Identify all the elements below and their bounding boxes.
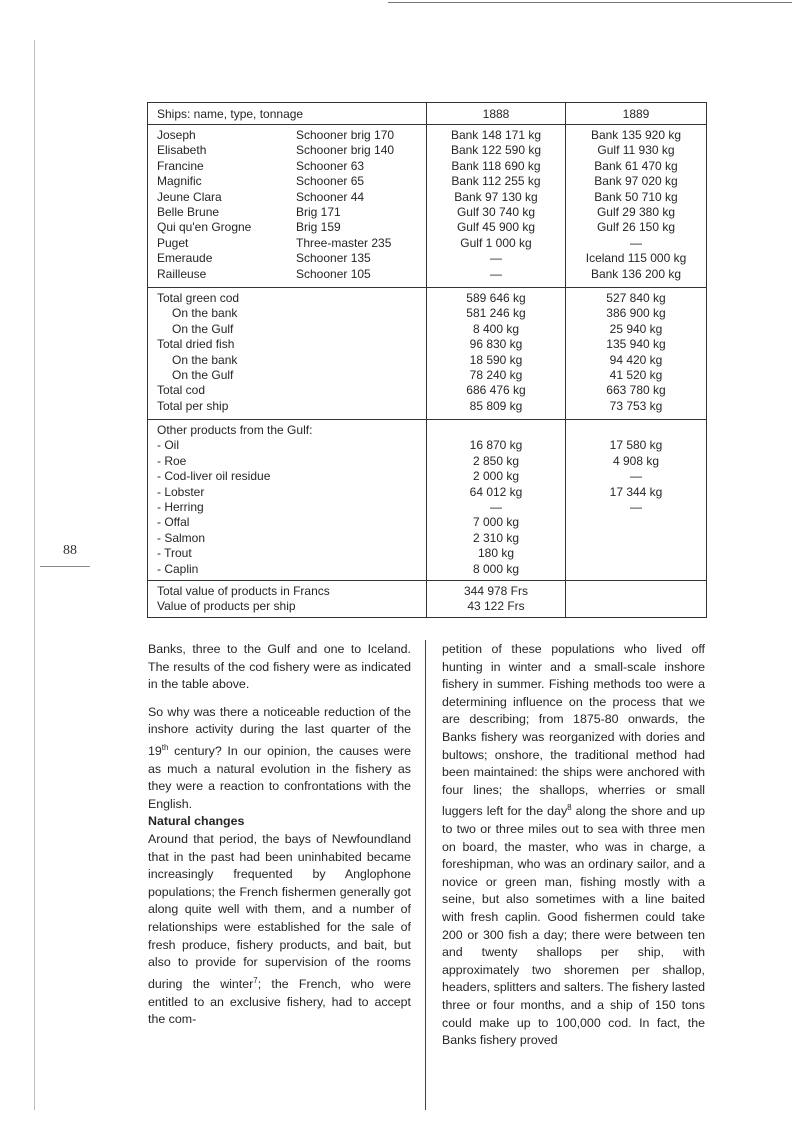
product-1889: 17 580 kg <box>609 438 663 453</box>
header-1888: 1888 <box>482 107 510 121</box>
product-1888: — <box>490 499 502 514</box>
total-1889: 94 420 kg <box>609 352 663 367</box>
paragraph: Around that period, the bays of Newfoundland that in the past had been uninhabited became increasingly frequented by Anglophone populations; the French fishermen generally got along quite well with them, and a number of relationships were established for the sale of fresh produce, fishery products, and bait, but also to provide for supervision of the rooms during the winter$^7$; the French, who were entitled to an exclusive fishery, had to accept the com- <box>148 832 412 1027</box>
catch-1888: Bank 112 255 kg <box>451 174 541 189</box>
value-1888: 43 122 Frs <box>467 599 525 614</box>
product-label: - Salmon <box>157 530 206 545</box>
product-1888: 2 000 kg <box>472 469 520 484</box>
total-1889: 527 840 kg <box>606 291 666 305</box>
table-row-divider <box>148 580 706 581</box>
total-1888: 85 809 kg <box>469 398 523 413</box>
ship-name: Belle Brune <box>157 205 220 219</box>
top-edge-rule <box>388 2 792 3</box>
table-col-divider <box>426 103 427 617</box>
section-heading: Natural changes <box>148 814 245 829</box>
product-label: - Oil <box>157 438 179 453</box>
product-label: - Herring <box>157 499 204 514</box>
product-1888: 180 kg <box>477 546 515 561</box>
ship-name: Puget <box>157 235 189 250</box>
total-1888: 96 830 kg <box>469 337 523 352</box>
column-divider <box>425 640 426 1110</box>
catch-1888: Bank 122 590 kg <box>450 143 542 158</box>
catch-1888: Bank 118 690 kg <box>451 158 541 173</box>
ship-type: Schooner 65 <box>296 174 365 189</box>
ship-name: Railleuse <box>157 266 207 281</box>
ship-type: Schooner 63 <box>296 158 365 173</box>
value-label: Value of products per ship <box>157 599 296 614</box>
catch-1888: Bank 148 171 kg <box>450 128 542 142</box>
total-1889: 135 940 kg <box>606 337 666 352</box>
total-label: On the Gulf <box>172 321 234 336</box>
ship-type: Brig 171 <box>296 205 341 219</box>
total-label: Total cod <box>157 383 206 398</box>
ship-name: Joseph <box>157 128 196 142</box>
paragraph: Banks, three to the Gulf and one to Iceland. The results of the cod fishery were as indicated in the table above. <box>148 642 411 692</box>
cod-fishery-table <box>147 102 707 618</box>
text-column-left <box>148 641 411 1029</box>
product-label: - Offal <box>157 515 190 530</box>
catch-1889: Gulf 29 380 kg <box>596 205 676 219</box>
catch-1889: Gulf 26 150 kg <box>596 220 676 235</box>
total-1889: 73 753 kg <box>609 398 663 413</box>
ship-type: Schooner 135 <box>296 251 371 266</box>
total-1889: 41 520 kg <box>609 368 663 382</box>
total-1889: 663 780 kg <box>606 383 666 398</box>
catch-1888: Gulf 30 740 kg <box>456 205 536 219</box>
product-label: - Lobster <box>157 484 205 499</box>
page-number: 88 <box>63 543 77 558</box>
header-1889: 1889 <box>622 107 650 121</box>
catch-1889: — <box>630 235 642 250</box>
product-1888: 2 850 kg <box>472 453 520 468</box>
total-label: On the bank <box>172 352 238 367</box>
catch-1889: Bank 135 920 kg <box>590 128 682 142</box>
binding-edge <box>34 40 35 1110</box>
ship-type: Brig 159 <box>296 220 341 235</box>
product-1888: 8 000 kg <box>472 561 520 576</box>
value-label: Total value of products in Francs <box>157 584 330 598</box>
product-1889: — <box>630 469 642 484</box>
total-label: Total per ship <box>157 398 229 413</box>
product-label: - Cod-liver oil residue <box>157 469 271 484</box>
product-1889: 4 908 kg <box>612 453 660 468</box>
text-column-right <box>442 641 705 1050</box>
ship-type: Schooner brig 170 <box>296 128 395 142</box>
catch-1889: Bank 50 710 kg <box>594 189 678 204</box>
table-row-divider <box>148 124 706 125</box>
total-1889: 25 940 kg <box>609 321 663 336</box>
ship-name: Jeune Clara <box>157 189 222 204</box>
total-1889: 386 900 kg <box>606 306 666 321</box>
total-label: Total dried fish <box>157 337 235 352</box>
product-1889: 17 344 kg <box>609 484 663 499</box>
total-label: On the Gulf <box>172 368 234 382</box>
product-1888: 64 012 kg <box>469 484 523 499</box>
total-label: Total green cod <box>157 291 240 305</box>
product-label: - Roe <box>157 453 187 468</box>
ship-name: Qui qu'en Grogne <box>157 220 252 235</box>
ship-type: Schooner brig 140 <box>296 143 395 158</box>
product-label: - Caplin <box>157 561 199 576</box>
other-products-title: Other products from the Gulf: <box>157 423 313 437</box>
catch-1888: — <box>490 266 502 281</box>
total-1888: 581 246 kg <box>466 306 526 321</box>
total-1888: 8 400 kg <box>472 321 520 336</box>
catch-1888: Gulf 1 000 kg <box>460 235 532 250</box>
total-1888: 686 476 kg <box>466 383 526 398</box>
catch-1889: Bank 97 020 kg <box>594 174 678 189</box>
catch-1888: Bank 97 130 kg <box>454 189 538 204</box>
paragraph: So why was there a noticeable reduction of the inshore activity during the last quarter of the 19th century? In our opinion, the causes were as much a natural evolution in the fishery as they were a reaction to confrontations with the English. <box>148 704 411 811</box>
product-1889: — <box>630 499 642 514</box>
paragraph: petition of these populations who lived off hunting in winter and a small-scale inshore fishery in summer. Fishing methods too were a determining influence on the process that we are describing; from 1875-80 onwards, the Banks fishery was reorganized with dories and bultows; onshore, the traditional method had been maintained: the ships were anchored with four lines; the shallops, wherries or small luggers left for the day$^8$ along the shore and up to two or three miles out to sea with three men on board, the master, who was in charge, a foreshipman, who was an ordinary sailor, and a novice or green man, fishing mostly with a seine, but also sometimes with a line baited with fresh caplin. Good fishermen could take 200 or 300 fish a day; there were between ten and twenty shallops per ship, with approximately two shoremen per shallop, headers, splitters and salters. The fishery lasted three or four months, and a ship of 150 tons could make up to 100,000 cod. In fact, the Banks fishery proved <box>442 642 705 1048</box>
total-1888: 78 240 kg <box>469 368 523 382</box>
product-1888: 16 870 kg <box>469 438 523 453</box>
product-label: - Trout <box>157 546 192 561</box>
ship-name: Elisabeth <box>157 143 207 158</box>
catch-1889: Iceland 115 000 kg <box>585 251 687 266</box>
ship-type: Three-master 235 <box>296 235 392 250</box>
table-row-divider <box>148 287 706 288</box>
ship-type: Schooner 105 <box>296 266 371 281</box>
product-1888: 7 000 kg <box>472 515 520 530</box>
page-number-rule <box>40 566 90 567</box>
catch-1889: Bank 136 200 kg <box>590 266 682 281</box>
total-label: On the bank <box>172 306 238 321</box>
catch-1889: Bank 61 470 kg <box>594 158 678 173</box>
table-row-divider <box>148 419 706 420</box>
ship-name: Emeraude <box>157 251 213 266</box>
ship-name: Francine <box>157 158 204 173</box>
ship-name: Magnific <box>157 174 202 189</box>
ship-type: Schooner 44 <box>296 189 365 204</box>
catch-1889: Gulf 11 930 kg <box>597 143 675 158</box>
total-1888: 18 590 kg <box>469 352 523 367</box>
catch-1888: — <box>490 251 502 266</box>
value-1888: 344 978 Frs <box>463 584 529 598</box>
total-1888: 589 646 kg <box>466 291 526 305</box>
catch-1888: Gulf 45 900 kg <box>456 220 536 235</box>
product-1888: 2 310 kg <box>472 530 520 545</box>
header-ships: Ships: name, type, tonnage <box>157 107 304 121</box>
